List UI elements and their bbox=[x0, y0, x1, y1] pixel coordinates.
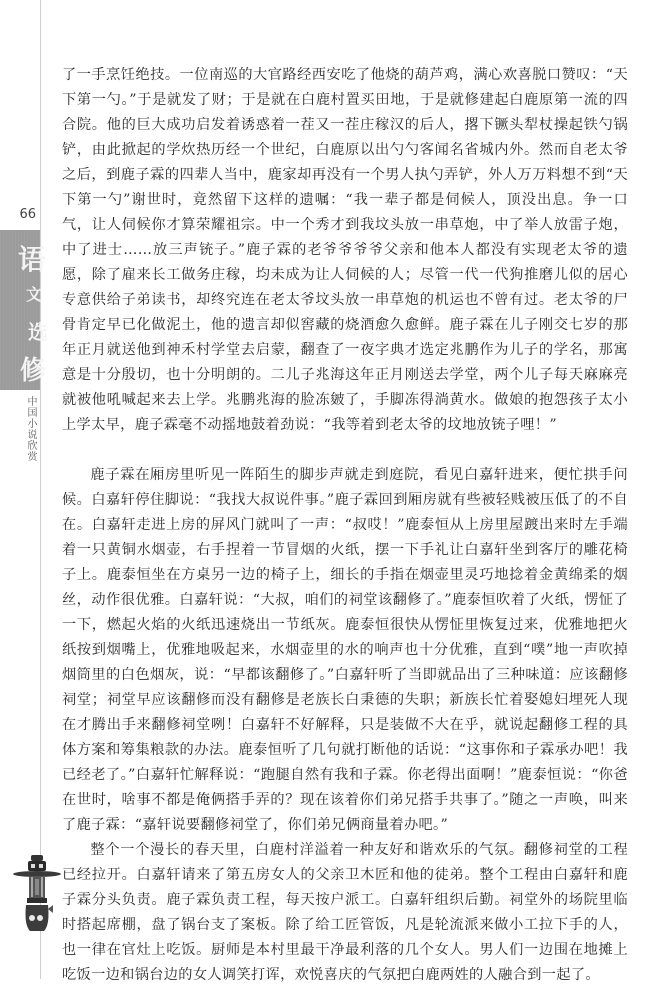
paragraph-gap bbox=[62, 438, 628, 463]
body-text bbox=[62, 63, 628, 988]
paragraph: 了一手烹饪绝技。一位南巡的大官路经西安吃了他烧的葫芦鸡，满心欢喜脱口赞叹：“天下第一勺。”于是就发了财；于是就在白鹿村置买田地，于是就修建起白鹿原第一流的四合院。他的巨大成功启发着诱惑着一茬又一茬庄稼汉的后人，撂下镢头犁杖操起铁勺锅铲，由此掀起的学炊热历经一个世纪，白鹿原以出勺勺客闻名省城内外。然而自老太爷之后，到鹿子霖的四辈人当中，鹿家却再没有一个男人执勺弄铲，外人万万料想不到“天下第一勺”谢世时，竟然留下这样的遗嘱：“我一辈子都是伺候人，顶没出息。争一口气，让人伺候你才算荣耀祖宗。中一个秀才到我坟头放一串草炮，中了举人放雷子炮，中了进士……放三声铳子。”鹿子霖的老爷爷爷爷父亲和他本人都没有实现老太爷的遗愿，除了雇来长工做务庄稼，均未成为让人伺候的人；尽管一代一代狗推磨儿似的居心专意供给子弟读书，却终究连在老太爷坟头放一串草炮的机运也不曾有过。老太爷的尸骨肯定早已化做泥土，他的遗言却似窖藏的烧酒愈久愈鲜。鹿子霖在儿子刚交七岁的那年正月就送他到神禾村学堂去启蒙，翻查了一夜字典才选定兆鹏作为儿子的学名，那寓意是十分殷切，也十分明朗的。二儿子兆海这年正月刚送去学堂，两个儿子每天麻麻亮就被他吼喊起来去上学。兆鹏兆海的脸冻皴了，手脚冻得淌黄水。做娘的抱怨孩子太小上学太早，鹿子霖毫不动摇地鼓着劲说：“我等着到老太爷的坟地放铳子哩！” bbox=[62, 67, 628, 433]
section-tab-block bbox=[0, 230, 48, 390]
page-number: 66 bbox=[19, 207, 36, 222]
paragraph: 鹿子霖在厢房里听见一阵陌生的脚步声就走到庭院，看见白嘉轩进来，便忙拱手问候。白嘉轩停住脚说：“我找大叔说件事。”鹿子霖回到厢房就有些被轻贱被压低了的不自在。白嘉轩走进上房的屏风门就叫了一声：“叔哎！”鹿泰恒从上房里屋踱出来时左手端着一只黄铜水烟壶，右手捏着一节冒烟的火纸，摆一下手礼让白嘉轩坐到客厅的雕花椅子上。鹿泰恒坐在方桌另一边的椅子上，细长的手指在烟壶里灵巧地捻着金黄绵柔的烟丝，动作很优雅。白嘉轩说：“大叔，咱们的祠堂该翻修了。”鹿泰恒吹着了火纸，愣怔了一下，燃起火焰的火纸迅速烧出一节纸灰。鹿泰恒很快从愣怔里恢复过来，优雅地把火纸按到烟嘴上，优雅地吸起来，水烟壶里的水的响声也十分优雅，直到“噗”地一声吹掉烟筒里的白色烟灰，说：“早都该翻修了。”白嘉轩听了当即就品出了三种味道：应该翻修祠堂；祠堂早应该翻修而没有翻修是老族长白秉德的失职；新族长忙着娶媳妇埋死人现在才腾出手来翻修祠堂咧！白嘉轩不好解释，只是装做不大在乎，就说起翻修工程的具体方案和筹集粮款的办法。鹿泰恒听了几句就打断他的话说：“这事你和子霖承办吧！我已经老了。”白嘉轩忙解释说：“跑腿自然有我和子霖。你老得出面啊！”鹿泰恒说：“你爸在世时，啥事不都是俺俩搭手弄的？现在该着你们弟兄搭手共事了。”随之一声唤，叫来了鹿子霖：“嘉轩说要翻修祠堂了，你们弟兄俩商量着办吧。” bbox=[62, 467, 628, 833]
book-title-vertical: 中国小说欣赏 bbox=[25, 396, 36, 462]
section-tab-char: 语 bbox=[18, 243, 47, 276]
section-tab-char: 文 bbox=[26, 285, 43, 304]
margin-vertical-rule bbox=[40, 0, 41, 979]
section-tab-char: 选 bbox=[28, 320, 48, 344]
oil-lamp-icon bbox=[12, 855, 62, 935]
section-tab-char: 修 bbox=[20, 356, 47, 386]
paragraph: 整个一个漫长的春天里，白鹿村洋溢着一种友好和谐欢乐的气氛。翻修祠堂的工程已经拉开。白嘉轩请来了第五房女人的父亲卫木匠和他的徒弟。整个工程由白嘉轩和鹿子霖分头负责。鹿子霖负责工程，每天按户派工。白嘉轩组织后勤。祠堂外的场院里临时搭起席棚，盘了锅台支了案板。除了给工匠管饭，凡是轮流派来做小工拉下手的人，也一律在官灶上吃饭。厨师是本村里最干净最利落的几个女人。男人们一边围在地摊上吃饭一边和锅台边的女人调笑打诨，欢悦喜庆的气氛把白鹿两姓的人融合到一起了。 bbox=[62, 842, 628, 983]
